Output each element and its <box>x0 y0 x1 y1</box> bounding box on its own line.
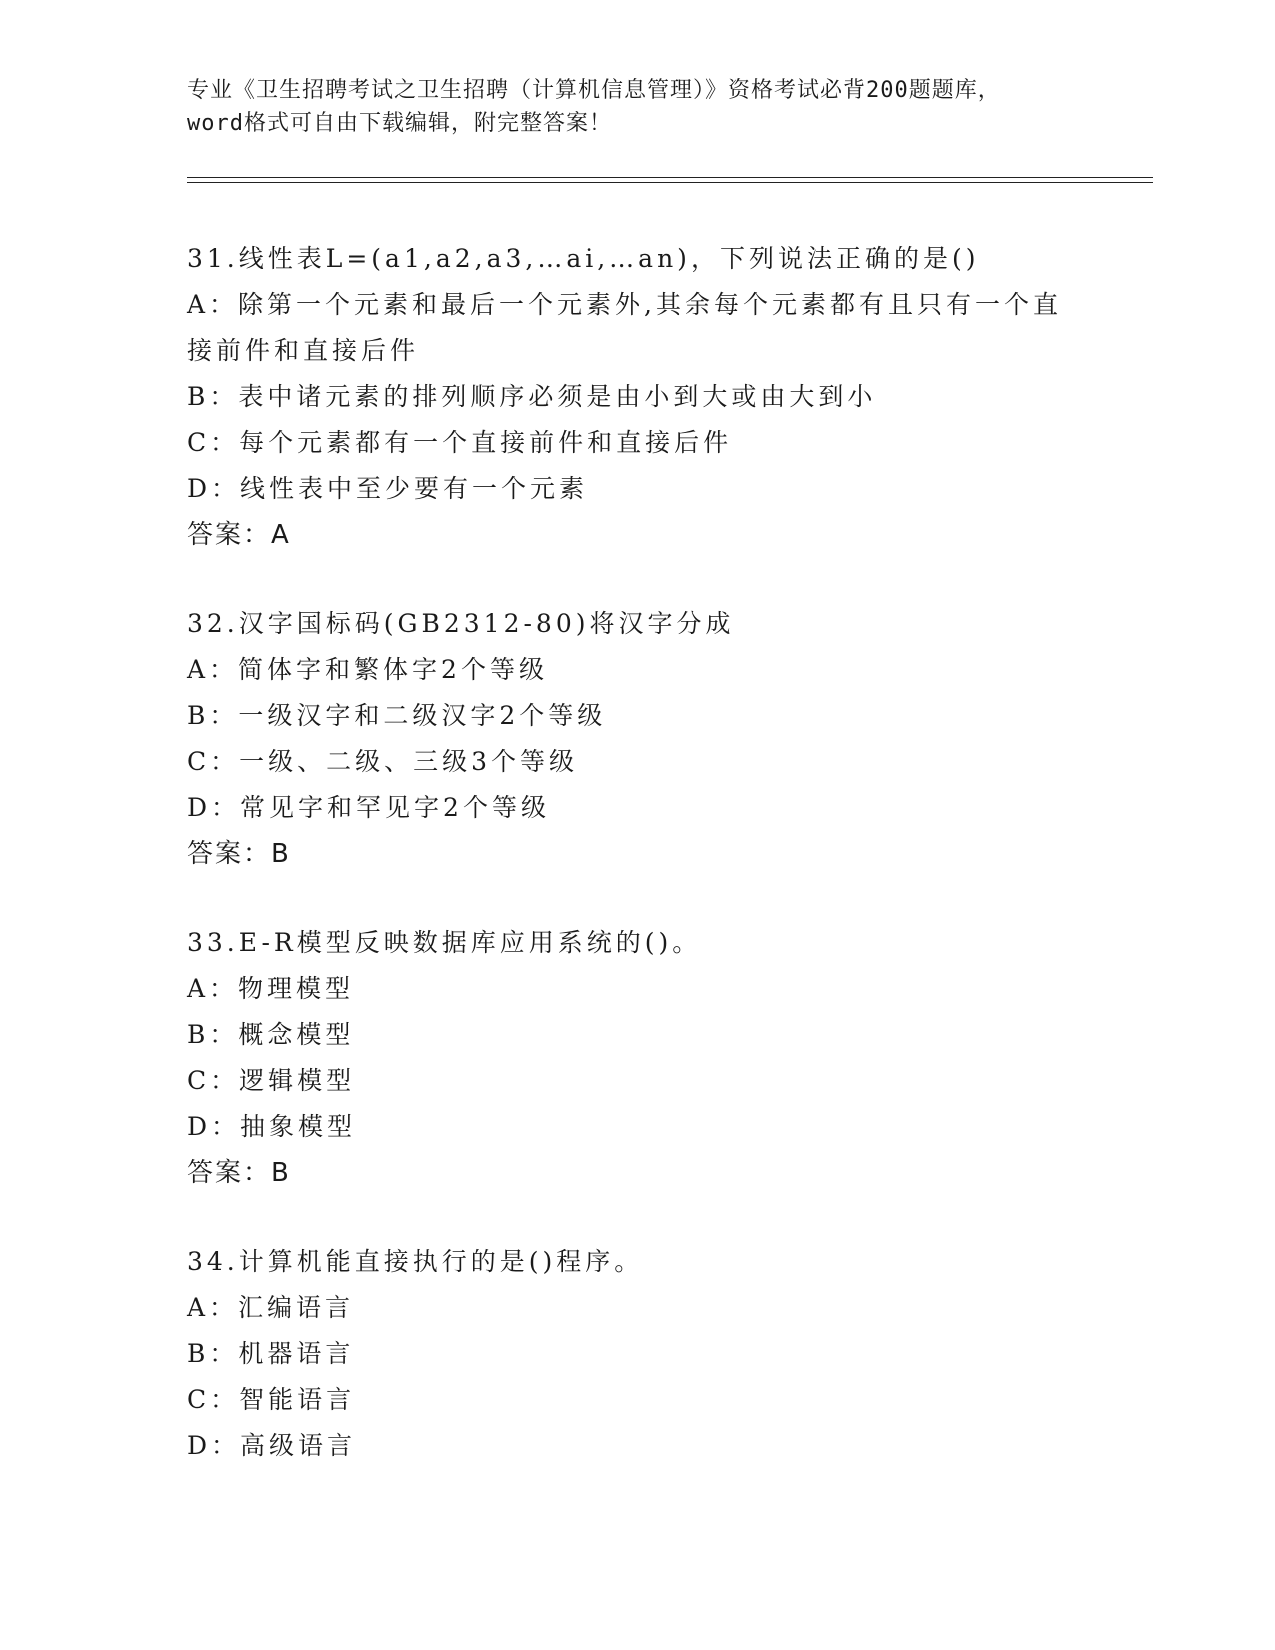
header-line-1: 专业《卫生招聘考试之卫生招聘（计算机信息管理）》资格考试必背200题题库， <box>187 78 1001 103</box>
question-option: D：抽象模型 <box>187 1112 357 1141</box>
question-option: B：一级汉字和二级汉字2个等级 <box>187 701 607 730</box>
question-34 <box>187 1239 1087 1469</box>
question-stem: 32.汉字国标码(GB2312-80)将汉字分成 <box>187 609 735 638</box>
question-option: D：线性表中至少要有一个元素 <box>187 474 589 503</box>
question-option: C：一级、二级、三级3个等级 <box>187 747 579 776</box>
question-option: A：简体字和繁体字2个等级 <box>187 655 548 684</box>
question-option: D：常见字和罕见字2个等级 <box>187 793 550 822</box>
document-header <box>187 74 1087 140</box>
question-option: C：智能语言 <box>187 1385 356 1414</box>
question-option-continued: 接前件和直接后件 <box>187 336 420 365</box>
question-answer: 答案：A <box>187 520 291 550</box>
question-33 <box>187 920 1087 1196</box>
header-divider-top <box>187 177 1153 178</box>
question-list <box>187 236 1087 1512</box>
question-option: A：物理模型 <box>187 974 355 1003</box>
question-option: A：汇编语言 <box>187 1293 355 1322</box>
question-answer: 答案：B <box>187 839 291 869</box>
question-option: B：机器语言 <box>187 1339 355 1368</box>
question-option: C：逻辑模型 <box>187 1066 356 1095</box>
question-stem: 34.计算机能直接执行的是()程序。 <box>187 1247 644 1276</box>
question-option: D：高级语言 <box>187 1431 357 1460</box>
question-answer: 答案：B <box>187 1158 291 1188</box>
header-line-2: word格式可自由下载编辑，附完整答案！ <box>187 111 612 136</box>
question-option: B：概念模型 <box>187 1020 355 1049</box>
question-stem: 33.E-R模型反映数据库应用系统的()。 <box>187 928 702 957</box>
question-option: A：除第一个元素和最后一个元素外,其余每个元素都有且只有一个直 <box>187 290 1063 319</box>
question-31 <box>187 236 1087 558</box>
header-divider-bottom <box>187 182 1153 183</box>
question-stem: 31.线性表L=(a1,a2,a3,…ai,…an)，下列说法正确的是() <box>187 244 980 273</box>
question-option: B：表中诸元素的排列顺序必须是由小到大或由大到小 <box>187 382 877 411</box>
question-option: C：每个元素都有一个直接前件和直接后件 <box>187 428 733 457</box>
question-32 <box>187 601 1087 877</box>
